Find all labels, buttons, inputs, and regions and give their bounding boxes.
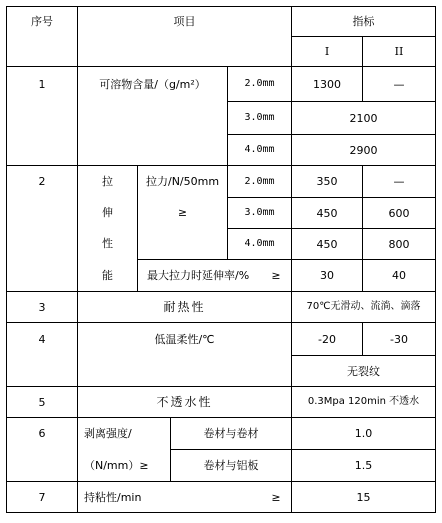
row1-thickness-2: 2.0mm: [244, 78, 275, 89]
row3-seq: 3: [38, 300, 46, 314]
row6-sub2: 卷材与铝板: [203, 459, 259, 472]
header-col-i: I: [324, 45, 330, 58]
row2-seq: 2: [38, 175, 46, 188]
row7-ge: ≥: [271, 490, 281, 504]
row6-value2: 1.5: [354, 459, 373, 472]
row2-value-i-2: 350: [316, 175, 338, 188]
row5-seq: 5: [38, 395, 46, 409]
row5-item: 不透水性: [156, 395, 213, 409]
header-seq: 序号: [31, 15, 53, 28]
row7-item: 持粘性/min: [84, 490, 142, 504]
header-item: 项目: [173, 15, 196, 28]
row4-value-ii: -30: [390, 332, 408, 346]
row2-char-4: 能: [102, 268, 113, 282]
row2-char-3: 性: [102, 237, 113, 250]
row2-elongation-ii: 40: [392, 269, 406, 282]
row3-item: 耐热性: [163, 300, 206, 314]
row2-char-2: 伸: [102, 206, 113, 219]
row1-thickness-4: 4.0mm: [244, 144, 275, 155]
row7-value: 15: [356, 490, 371, 504]
table-border-bottom: [6, 512, 436, 513]
row6-label-line1: 剥离强度/: [84, 427, 132, 440]
row2-value-ii-4: 800: [388, 237, 410, 251]
row1-value-4: 2900: [349, 143, 378, 157]
row2-elongation-ge: ≥: [271, 269, 281, 282]
row4-item: 低温柔性/℃: [154, 332, 215, 346]
row2-elongation-label: 最大拉力时延伸率/%: [147, 269, 250, 282]
row2-value-ii-2: —: [393, 175, 405, 188]
row3-value: 70℃无滑动、流淌、滴落: [306, 301, 421, 312]
row1-value-ii-2: —: [393, 77, 405, 91]
row4-value-i: -20: [318, 332, 336, 346]
row2-value-i-3: 450: [316, 206, 338, 220]
row2-tensile-label: 拉力/N/50mm: [146, 175, 220, 188]
row1-value-3: 2100: [349, 111, 378, 125]
row2-char-1: 拉: [102, 175, 113, 188]
row2-thickness-2: 2.0mm: [244, 175, 275, 187]
row5-value: 0.3Mpa 120min 不透水: [307, 396, 420, 407]
row6-seq: 6: [38, 427, 46, 440]
row1-seq: 1: [38, 77, 46, 91]
table-rule: [137, 165, 138, 292]
row2-tensile-ge: ≥: [177, 206, 188, 219]
table-border-right: [435, 6, 436, 513]
row2-thickness-3: 3.0mm: [244, 207, 275, 218]
row2-value-ii-3: 600: [388, 206, 410, 220]
header-col-ii: II: [394, 45, 404, 58]
row6-sub1: 卷材与卷材: [203, 427, 259, 440]
header-index: 指标: [352, 15, 375, 28]
row7-seq: 7: [38, 490, 46, 504]
row2-elongation-i: 30: [320, 269, 334, 282]
row1-value-i-2: 1300: [313, 77, 341, 91]
row4-value: 无裂纹: [347, 364, 380, 378]
row6-value1: 1.0: [354, 427, 373, 440]
row4-seq: 4: [38, 332, 46, 346]
row1-item: 可溶物含量/（g/m²）: [99, 77, 206, 91]
row6-label-line2: （N/mm）≥: [84, 459, 149, 472]
row1-thickness-3: 3.0mm: [244, 112, 275, 123]
row2-value-i-4: 450: [316, 237, 338, 251]
row2-thickness-4: 4.0mm: [244, 238, 275, 249]
